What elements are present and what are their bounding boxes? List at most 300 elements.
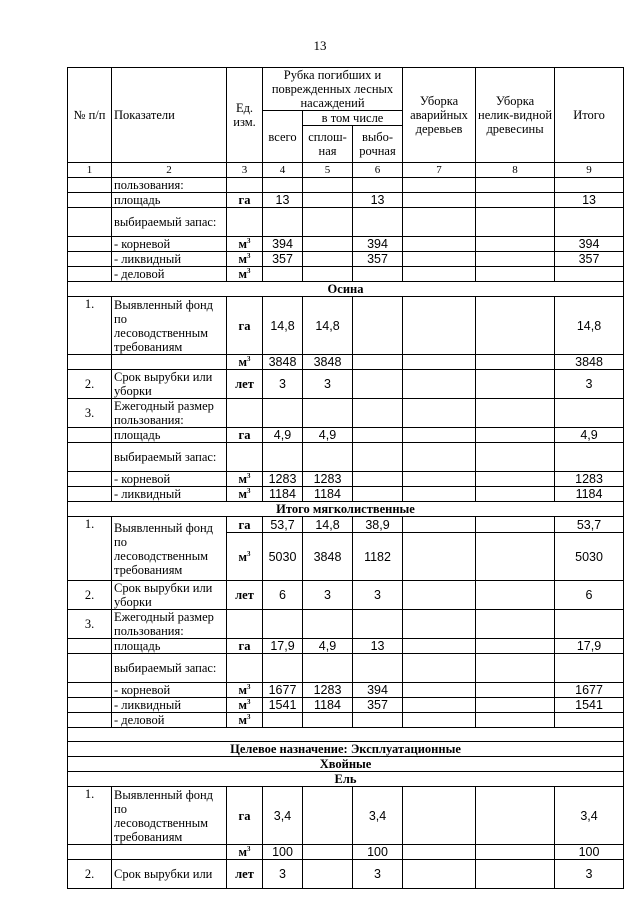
value-emergency [403,443,476,472]
table-row [68,370,624,399]
value-nonliquid [476,178,555,193]
value-emergency [403,399,476,428]
value-nonliquid [476,517,555,533]
value-selective [353,713,403,728]
value-all [263,267,303,282]
value-clear [303,267,353,282]
table-row [68,178,624,193]
table-row [68,487,624,502]
row-label: - ликвидный [112,487,227,502]
value-selective [353,428,403,443]
value-all: 394 [263,237,303,252]
value-nonliquid [476,698,555,713]
value-clear: 3 [303,581,353,610]
row-number [68,639,112,654]
value-selective: 1182 [353,533,403,581]
value-total: 53,7 [555,517,624,533]
section-row [68,772,624,787]
unit-cell: $м^3$ [227,237,263,252]
value-total: 100 [555,845,624,860]
table-row [68,193,624,208]
value-emergency [403,370,476,399]
value-total: 394 [555,237,624,252]
value-total [555,178,624,193]
value-total: 6 [555,581,624,610]
value-selective: 38,9 [353,517,403,533]
value-selective: 357 [353,252,403,267]
value-clear: 1283 [303,683,353,698]
value-nonliquid [476,267,555,282]
column-index-4: 4 [263,163,303,178]
header-clear: сплош-ная [303,126,353,163]
value-all [263,610,303,639]
value-total: 357 [555,252,624,267]
value-clear: 1283 [303,472,353,487]
value-all: 357 [263,252,303,267]
value-selective [353,443,403,472]
unit-cell [227,399,263,428]
row-number [68,252,112,267]
row-number: 1. [68,297,112,355]
unit-cell: $м^3$ [227,355,263,370]
unit-superscript: 3 [247,712,251,721]
header-nonliquid: Уборка нелик-видной древесины [476,68,555,163]
value-nonliquid [476,355,555,370]
row-label: - деловой [112,713,227,728]
row-label [112,355,227,370]
page-number: 13 [313,38,327,53]
value-selective: 3 [353,860,403,889]
value-clear [303,860,353,889]
value-selective: 357 [353,698,403,713]
value-emergency [403,487,476,502]
value-nonliquid [476,639,555,654]
value-clear [303,193,353,208]
header-total-felling: всего [263,111,303,163]
unit-superscript: 3 [247,251,251,260]
value-nonliquid [476,428,555,443]
unit-cell: $м^3$ [227,683,263,698]
value-emergency [403,428,476,443]
row-label: выбираемый запас: [112,654,227,683]
value-all [263,178,303,193]
row-label: - ликвидный [112,698,227,713]
value-total: 5030 [555,533,624,581]
value-total: 4,9 [555,428,624,443]
unit-cell: га [227,193,263,208]
value-selective [353,208,403,237]
row-label: - ликвидный [112,252,227,267]
value-selective: 13 [353,193,403,208]
value-nonliquid [476,683,555,698]
section-row [68,502,624,517]
value-total [555,610,624,639]
value-clear: 4,9 [303,428,353,443]
row-number [68,267,112,282]
value-all: 4,9 [263,428,303,443]
table-row [68,639,624,654]
column-index-1: 1 [68,163,112,178]
header-felling: Рубка погибших и поврежденных лесных насаждений [263,68,403,111]
row-label: - корневой [112,237,227,252]
section-title: Ель [68,772,624,787]
value-all: 3,4 [263,787,303,845]
value-emergency [403,713,476,728]
value-all: 53,7 [263,517,303,533]
row-number [68,845,112,860]
value-nonliquid [476,237,555,252]
unit-cell [227,654,263,683]
unit-cell: $м^3$ [227,845,263,860]
header-no: № п/п [68,68,112,163]
unit-cell: $м^3$ [227,698,263,713]
value-selective: 3,4 [353,787,403,845]
row-label: площадь [112,193,227,208]
value-clear: 3848 [303,533,353,581]
unit-superscript: 3 [247,266,251,275]
value-clear: 3848 [303,355,353,370]
unit-cell: лет [227,370,263,399]
forest-use-table [67,67,624,889]
unit-superscript: 3 [247,682,251,691]
value-emergency [403,193,476,208]
value-nonliquid [476,399,555,428]
value-nonliquid [476,860,555,889]
table-row [68,581,624,610]
row-number [68,428,112,443]
value-emergency [403,698,476,713]
value-clear [303,610,353,639]
row-label: Выявленный фонд по лесоводственным требованиям [112,787,227,845]
value-total [555,654,624,683]
section-title: Итого мягколиственные [68,502,624,517]
row-label: выбираемый запас: [112,443,227,472]
value-nonliquid [476,533,555,581]
section-title [68,728,624,742]
row-label: Срок вырубки или [112,860,227,889]
value-total: 1541 [555,698,624,713]
row-number [68,237,112,252]
column-index-2: 2 [112,163,227,178]
value-all: 5030 [263,533,303,581]
value-all: 1283 [263,472,303,487]
column-index-9: 9 [555,163,624,178]
table-row [68,787,624,845]
unit-cell: лет [227,581,263,610]
table-row [68,399,624,428]
unit-cell: га [227,787,263,845]
unit-cell: $м^3$ [227,713,263,728]
table-row [68,252,624,267]
value-clear: 1184 [303,487,353,502]
value-all [263,399,303,428]
value-all: 17,9 [263,639,303,654]
value-selective [353,610,403,639]
row-label: Выявленный фонд по лесоводственным требованиям [112,297,227,355]
value-nonliquid [476,208,555,237]
header-selective: выбо-рочная [353,126,403,163]
value-all [263,208,303,237]
row-label: Выявленный фонд по лесоводственным требованиям [112,517,227,581]
value-selective [353,178,403,193]
section-title: Осина [68,282,624,297]
row-number: 2. [68,581,112,610]
header-incl: в том числе [303,111,403,126]
section-row [68,742,624,757]
value-nonliquid [476,472,555,487]
unit-cell: лет [227,860,263,889]
value-nonliquid [476,297,555,355]
value-emergency [403,654,476,683]
row-label: Срок вырубки или уборки [112,370,227,399]
value-emergency [403,472,476,487]
value-total: 14,8 [555,297,624,355]
row-number: 3. [68,610,112,639]
value-emergency [403,860,476,889]
table-row [68,208,624,237]
table-row [68,517,624,533]
unit-superscript: 3 [247,486,251,495]
value-clear: 1184 [303,698,353,713]
row-number [68,178,112,193]
value-total: 1184 [555,487,624,502]
table-row [68,237,624,252]
value-total [555,208,624,237]
row-label: - корневой [112,472,227,487]
value-clear [303,208,353,237]
unit-superscript: 3 [247,549,251,558]
row-label: выбираемый запас: [112,208,227,237]
unit-cell: $м^3$ [227,252,263,267]
value-all: 1677 [263,683,303,698]
table-row [68,428,624,443]
value-clear: 14,8 [303,297,353,355]
row-number [68,487,112,502]
column-index-8: 8 [476,163,555,178]
value-total [555,443,624,472]
value-all: 3848 [263,355,303,370]
value-clear [303,237,353,252]
value-nonliquid [476,252,555,267]
table-row [68,297,624,355]
value-nonliquid [476,713,555,728]
unit-cell: $м^3$ [227,267,263,282]
value-selective [353,370,403,399]
row-number: 3. [68,399,112,428]
value-clear [303,399,353,428]
value-nonliquid [476,487,555,502]
value-total: 1677 [555,683,624,698]
row-label [112,845,227,860]
unit-cell [227,610,263,639]
table-row [68,472,624,487]
value-selective [353,297,403,355]
unit-cell: га [227,297,263,355]
header-indicators: Показатели [112,68,227,163]
value-clear [303,443,353,472]
row-number [68,683,112,698]
value-selective [353,487,403,502]
row-label: пользования: [112,178,227,193]
value-emergency [403,208,476,237]
table-row [68,713,624,728]
row-number [68,208,112,237]
value-nonliquid [476,370,555,399]
header-unit: Ед. изм. [227,68,263,163]
unit-superscript: 3 [247,697,251,706]
value-selective [353,399,403,428]
table-row [68,860,624,889]
value-emergency [403,581,476,610]
value-clear [303,252,353,267]
value-selective: 3 [353,581,403,610]
table-row [68,267,624,282]
value-all: 1541 [263,698,303,713]
row-number: 2. [68,860,112,889]
unit-cell [227,208,263,237]
row-number [68,443,112,472]
row-number [68,654,112,683]
unit-cell: га [227,428,263,443]
value-nonliquid [476,845,555,860]
row-number [68,713,112,728]
unit-cell: га [227,639,263,654]
row-label: площадь [112,639,227,654]
value-nonliquid [476,193,555,208]
column-index-5: 5 [303,163,353,178]
section-row [68,282,624,297]
unit-cell: га [227,517,263,533]
section-row [68,728,624,742]
row-number: 2. [68,370,112,399]
value-clear [303,178,353,193]
value-clear: 14,8 [303,517,353,533]
row-label: - корневой [112,683,227,698]
unit-cell: $м^3$ [227,487,263,502]
row-label: Срок вырубки или уборки [112,581,227,610]
row-number [68,355,112,370]
unit-superscript: 3 [247,471,251,480]
value-emergency [403,267,476,282]
table-row [68,654,624,683]
unit-superscript: 3 [247,844,251,853]
value-all: 100 [263,845,303,860]
row-number [68,472,112,487]
value-all: 6 [263,581,303,610]
section-title: Хвойные [68,757,624,772]
value-total: 3 [555,860,624,889]
value-nonliquid [476,787,555,845]
value-nonliquid [476,581,555,610]
row-number: 1. [68,517,112,581]
value-emergency [403,610,476,639]
unit-cell [227,178,263,193]
value-all: 14,8 [263,297,303,355]
header-emergency: Уборка аварийных деревьев [403,68,476,163]
row-number [68,698,112,713]
value-nonliquid [476,443,555,472]
column-index-6: 6 [353,163,403,178]
value-total [555,267,624,282]
unit-cell: $м^3$ [227,533,263,581]
value-emergency [403,297,476,355]
value-clear: 3 [303,370,353,399]
value-all [263,654,303,683]
value-emergency [403,517,476,533]
value-total: 3848 [555,355,624,370]
value-clear [303,713,353,728]
value-all: 13 [263,193,303,208]
value-all [263,443,303,472]
header-total: Итого [555,68,624,163]
row-label: - деловой [112,267,227,282]
unit-cell [227,443,263,472]
column-index-3: 3 [227,163,263,178]
unit-superscript: 3 [247,354,251,363]
value-selective: 13 [353,639,403,654]
value-emergency [403,355,476,370]
table-row [68,698,624,713]
value-selective [353,355,403,370]
value-total: 3,4 [555,787,624,845]
row-label: Ежегодный размер пользования: [112,610,227,639]
value-total: 13 [555,193,624,208]
value-all: 3 [263,860,303,889]
value-emergency [403,683,476,698]
section-row [68,757,624,772]
value-total: 3 [555,370,624,399]
value-clear [303,845,353,860]
value-clear: 4,9 [303,639,353,654]
value-clear [303,787,353,845]
value-all: 1184 [263,487,303,502]
row-number: 1. [68,787,112,845]
table-row [68,443,624,472]
section-title: Целевое назначение: Эксплуатационные [68,742,624,757]
table-row [68,845,624,860]
table-row [68,610,624,639]
value-selective: 100 [353,845,403,860]
value-emergency [403,845,476,860]
column-index-7: 7 [403,163,476,178]
value-nonliquid [476,654,555,683]
unit-superscript: 3 [247,236,251,245]
value-emergency [403,178,476,193]
value-clear [303,654,353,683]
value-emergency [403,533,476,581]
value-emergency [403,787,476,845]
table-row [68,355,624,370]
row-label: Ежегодный размер пользования: [112,399,227,428]
row-number [68,193,112,208]
value-selective [353,654,403,683]
value-selective [353,267,403,282]
value-total: 17,9 [555,639,624,654]
value-total: 1283 [555,472,624,487]
value-emergency [403,252,476,267]
value-selective [353,472,403,487]
value-nonliquid [476,610,555,639]
value-selective: 394 [353,683,403,698]
value-all: 3 [263,370,303,399]
row-label: площадь [112,428,227,443]
value-all [263,713,303,728]
unit-cell: $м^3$ [227,472,263,487]
value-total [555,399,624,428]
value-emergency [403,237,476,252]
value-total [555,713,624,728]
value-selective: 394 [353,237,403,252]
